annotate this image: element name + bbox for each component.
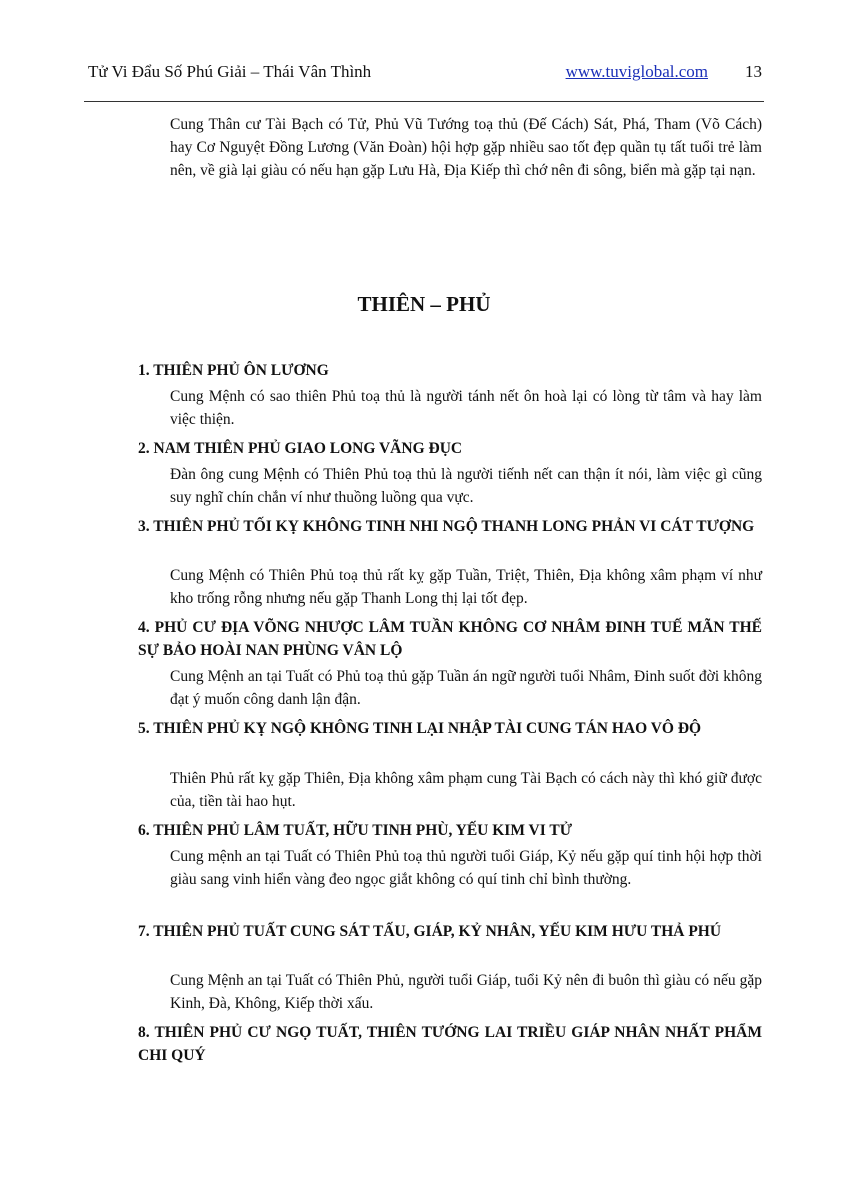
item-heading-7: 7. THIÊN PHỦ TUẤT CUNG SÁT TẤU, GIÁP, KỶ NHÂN, YẾU KIM HƯU THẢ PHÚ [138,923,722,940]
document-title: Tử Vi Đẩu Số Phú Giải – Thái Vân Thình [88,62,372,81]
item-heading-6: 6. THIÊN PHỦ LÂM TUẤT, HỮU TINH PHÙ, YẾU KIM VI TỬ [138,822,573,839]
website-link[interactable]: www.tuviglobal.com [565,62,708,81]
intro-paragraph: Cung Thân cư Tài Bạch có Tử, Phủ Vũ Tướng toạ thủ (Đế Cách) Sát, Phá, Tham (Võ Cách) hay Cơ Nguyệt Đồng Lương (Văn Đoàn) hội hợp gặp nhiều sao tốt đẹp quần tụ tất tuổi trẻ làm nên, về già lại giàu có nếu hạn gặp Lưu Hà, Địa Kiếp thì chớ nên đi sông, biển mà gặp tại nạn. [170,116,762,179]
item-body-1: Cung Mệnh có sao thiên Phủ toạ thủ là người tánh nết ôn hoà lại có lòng từ tâm và hay làm việc thiện. [170,388,762,428]
item-heading-1: 1. THIÊN PHỦ ÔN LƯƠNG [138,362,329,379]
item-heading-5: 5. THIÊN PHỦ KỴ NGỘ KHÔNG TINH LẠI NHẬP TÀI CUNG TÁN HAO VÔ ĐỘ [138,720,702,737]
page-header [88,58,762,88]
item-body-4: Cung Mệnh an tại Tuất có Phủ toạ thủ gặp Tuần án ngữ người tuổi Nhâm, Đinh suốt đời không đạt ý muốn công danh lận đận. [170,668,762,708]
item-body-7: Cung Mệnh an tại Tuất có Thiên Phủ, người tuổi Giáp, tuổi Kỷ nên đi buôn thì giàu có nếu gặp Kinh, Đà, Không, Kiếp thời xấu. [170,972,762,1012]
item-body-6: Cung mệnh an tại Tuất có Thiên Phủ toạ thủ người tuổi Giáp, Kỷ nếu gặp quí tinh hội hợp thời giàu sang vinh hiển vàng đeo ngọc giắt không có quí tinh chỉ bình thường. [170,848,762,888]
item-body-3: Cung Mệnh có Thiên Phủ toạ thủ rất kỵ gặp Tuần, Triệt, Thiên, Địa không xâm phạm ví như kho trống rỗng nhưng nếu gặp Thanh Long thị lại tốt đẹp. [170,567,762,607]
item-body-2: Đàn ông cung Mệnh có Thiên Phủ toạ thủ là người tiếnh nết can thận ít nói, làm việc gì cũng suy nghĩ chín chắn ví như thuồng luồng qua vực. [170,466,762,506]
item-heading-8: 8. THIÊN PHỦ CƯ NGỌ TUẤT, THIÊN TƯỚNG LAI TRIỀU GIÁP NHÂN NHẤT PHẨM CHI QUÝ [138,1024,762,1064]
header-divider [84,101,764,102]
page-number: 13 [745,62,762,81]
section-title: THIÊN – PHỦ [357,292,491,316]
item-heading-2: 2. NAM THIÊN PHỦ GIAO LONG VÃNG ĐỤC [138,440,463,457]
item-heading-3: 3. THIÊN PHỦ TỐI KỴ KHÔNG TINH NHI NGỘ THANH LONG PHẢN VI CÁT TƯỢNG [138,518,755,535]
item-heading-4: 4. PHỦ CƯ ĐỊA VÕNG NHƯỢC LÂM TUẦN KHÔNG CƠ NHÂM ĐINH TUẾ MÃN THẾ SỰ BẢO HOÀI NAN PHÙNG VÂN LỘ [138,619,762,659]
item-body-5: Thiên Phủ rất kỵ gặp Thiên, Địa không xâm phạm cung Tài Bạch có cách này thì khó giữ được của, tiền tài hao hụt. [170,770,762,810]
